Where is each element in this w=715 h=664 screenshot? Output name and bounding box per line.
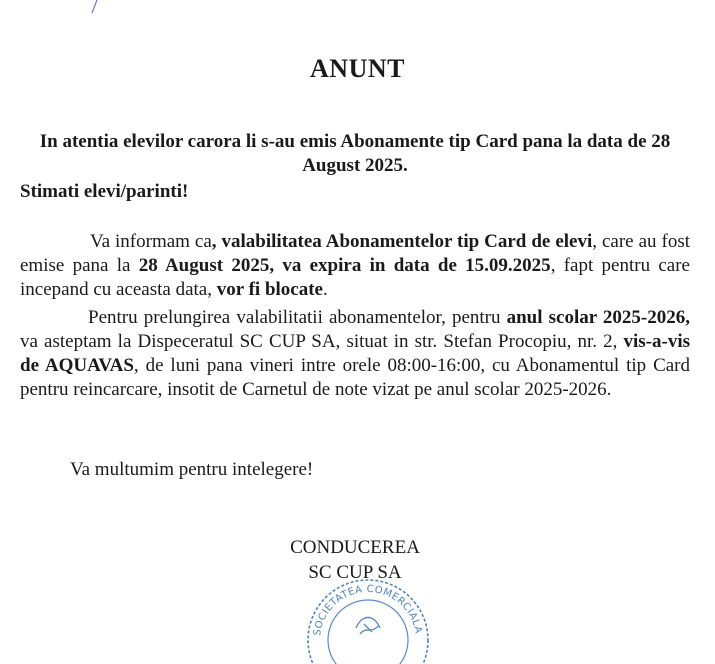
notice-subject: In atentia elevilor carora li s-au emis Abonamente tip Card pana la data de 28 August 2025. [39, 131, 671, 176]
p2-text-1: Pentru prelungirea valabilitatii abonamentelor, pentru [88, 307, 507, 328]
company-stamp [298, 574, 438, 664]
paragraph-validity [20, 230, 690, 302]
signature-line-2: SC CUP SA [308, 562, 402, 583]
p2-bold-1: anul scolar 2025-2026, [506, 307, 691, 328]
thanks-line: Va multumim pentru intelegere! [70, 459, 314, 480]
p1-bold-3: vor fi blocate [216, 279, 323, 300]
p1-bold-1: , valabilitatea Abonamentelor tip Card de elevi [211, 231, 593, 252]
stamp-text: SOCIETATEA COMERCIALA [312, 583, 424, 637]
greeting: Stimati elevi/parinti! [20, 181, 189, 202]
signature-line-1: CONDUCEREA [290, 537, 420, 558]
paragraph-renewal [20, 306, 690, 402]
p1-text-1: Va informam ca [90, 231, 212, 252]
p1-bold-2: 28 August 2025, va expira in data de 15.09.2025 [138, 255, 551, 276]
p2-text-2: va asteptam la Dispeceratul SC CUP SA, situat in str. Stefan Procopiu, nr. 2, [20, 331, 624, 352]
scan-mark [88, 0, 100, 14]
p1-text-3: , fapt pentru care incepand cu aceasta data, [20, 255, 690, 300]
notice-title: ANUNT [310, 54, 405, 83]
p2-text-3: , de luni pana vineri intre orele 08:00-16:00, cu Abonamentul tip Card pentru reincarcare, insotit de Carnetul de note vizat pe anul scolar 2025-2026. [20, 355, 690, 400]
p2-bold-2: vis-a-vis de AQUAVAS [20, 331, 690, 376]
p1-text-2: , care au fost emise pana la [20, 231, 691, 276]
p1-text-4: . [323, 279, 328, 300]
